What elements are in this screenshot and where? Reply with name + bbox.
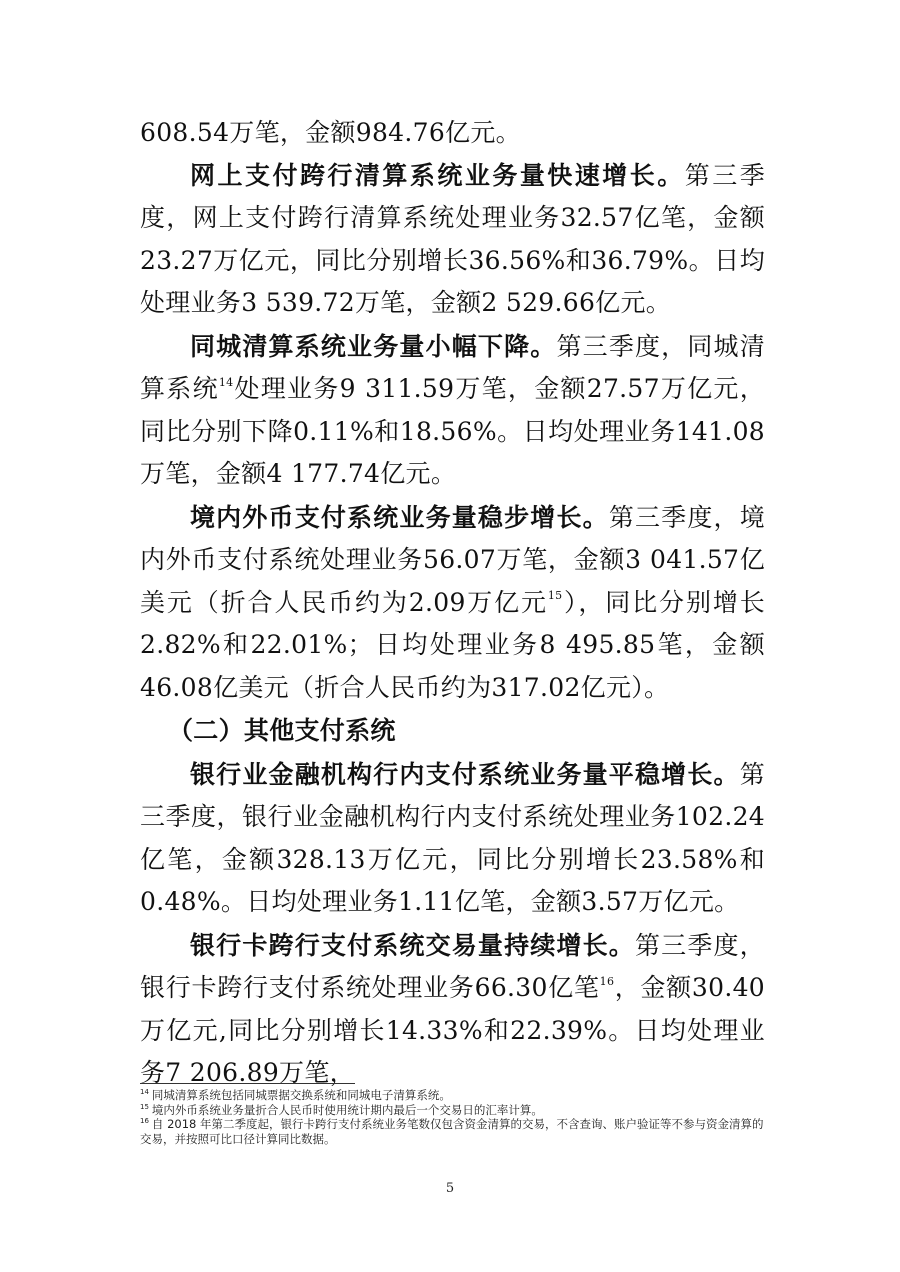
footnote xyxy=(140,1117,765,1146)
paragraph-text: ，金额30.40万亿元,同比分别增长14.33%和22.39%。日均处理业务7 206.89万笔， xyxy=(140,973,765,1087)
paragraph-text: 第三季度，银行卡跨行支付系统处理业务66.30亿笔 xyxy=(140,930,765,1002)
footnote xyxy=(140,1103,765,1118)
paragraph-text: 第三季度，网上支付跨行清算系统处理业务32.57亿笔，金额23.27万亿元，同比分别增长36.56%和36.79%。日均处理业务3 539.72万笔，金额2 529.66亿元。 xyxy=(140,160,766,317)
footnote-divider xyxy=(140,1083,355,1084)
footnote-text: 同城清算系统包括同城票据交换系统和同城电子清算系统。 xyxy=(151,1088,451,1102)
paragraph-heading: 网上支付跨行清算系统业务量快速增长。 xyxy=(190,160,685,190)
footnote-number: 15 xyxy=(140,1102,149,1111)
paragraph-foreign-currency xyxy=(140,497,765,710)
page-number: 5 xyxy=(445,1181,455,1196)
body-text xyxy=(140,112,765,1095)
footnote-number: 14 xyxy=(140,1088,149,1097)
paragraph-text: 608.54万笔，金额984.76亿元。 xyxy=(140,118,521,147)
paragraph-bank-card xyxy=(140,925,765,1095)
paragraph-text: 处理业务9 311.59万笔，金额27.57万亿元，同比分别下降0.11%和18.56%。日均处理业务141.08万笔，金额4 177.74亿元。 xyxy=(140,374,765,488)
paragraph-text: 第三季度，银行业金融机构行内支付系统处理业务102.24亿笔，金额328.13万亿元，同比分别增长23.58%和0.48%。日均处理业务1.11亿笔，金额3.57万亿元。 xyxy=(140,759,765,916)
footnotes xyxy=(140,1088,765,1146)
paragraph-text: 第三季度，境内外币支付系统处理业务56.07万笔，金额3 041.57亿美元（折合人民币约为2.09万亿元 xyxy=(140,502,765,617)
paragraph-continuation xyxy=(140,112,765,155)
paragraph-text: ），同比分别增长2.82%和22.01%；日均处理业务8 495.85笔，金额46.08亿美元（折合人民币约为317.02亿元）。 xyxy=(140,587,765,702)
footnote-text: 境内外币系统业务量折合人民币时使用统计期内最后一个交易日的汇率计算。 xyxy=(151,1102,543,1117)
paragraph-text: 第三季度，同城清算系统 xyxy=(140,331,765,403)
footnote-ref[interactable]: 15 xyxy=(547,589,563,603)
paragraph-heading: 境内外币支付系统业务量稳步增长。 xyxy=(190,502,609,532)
paragraph-online-payment xyxy=(140,155,765,325)
paragraph-local-clearing xyxy=(140,326,765,496)
paragraph-heading: 银行业金融机构行内支付系统业务量平稳增长。 xyxy=(190,759,740,789)
footnote xyxy=(140,1088,765,1103)
paragraph-heading: 银行卡跨行支付系统交易量持续增长。 xyxy=(190,930,635,960)
footnote-number: 16 xyxy=(140,1117,149,1126)
footnote-text: 自 2018 年第二季度起，银行卡跨行支付系统业务笔数仅包含资金清算的交易，不含查询、账户验证等不参与资金清算的交易，并按照可比口径计算同比数据。 xyxy=(140,1117,764,1146)
footnote-ref[interactable]: 16 xyxy=(599,974,615,988)
paragraph-heading: 同城清算系统业务量小幅下降。 xyxy=(190,331,557,361)
section-heading: （二）其他支付系统 xyxy=(168,716,396,745)
paragraph-intra-bank xyxy=(140,754,765,924)
footnote-ref[interactable]: 14 xyxy=(218,375,234,389)
